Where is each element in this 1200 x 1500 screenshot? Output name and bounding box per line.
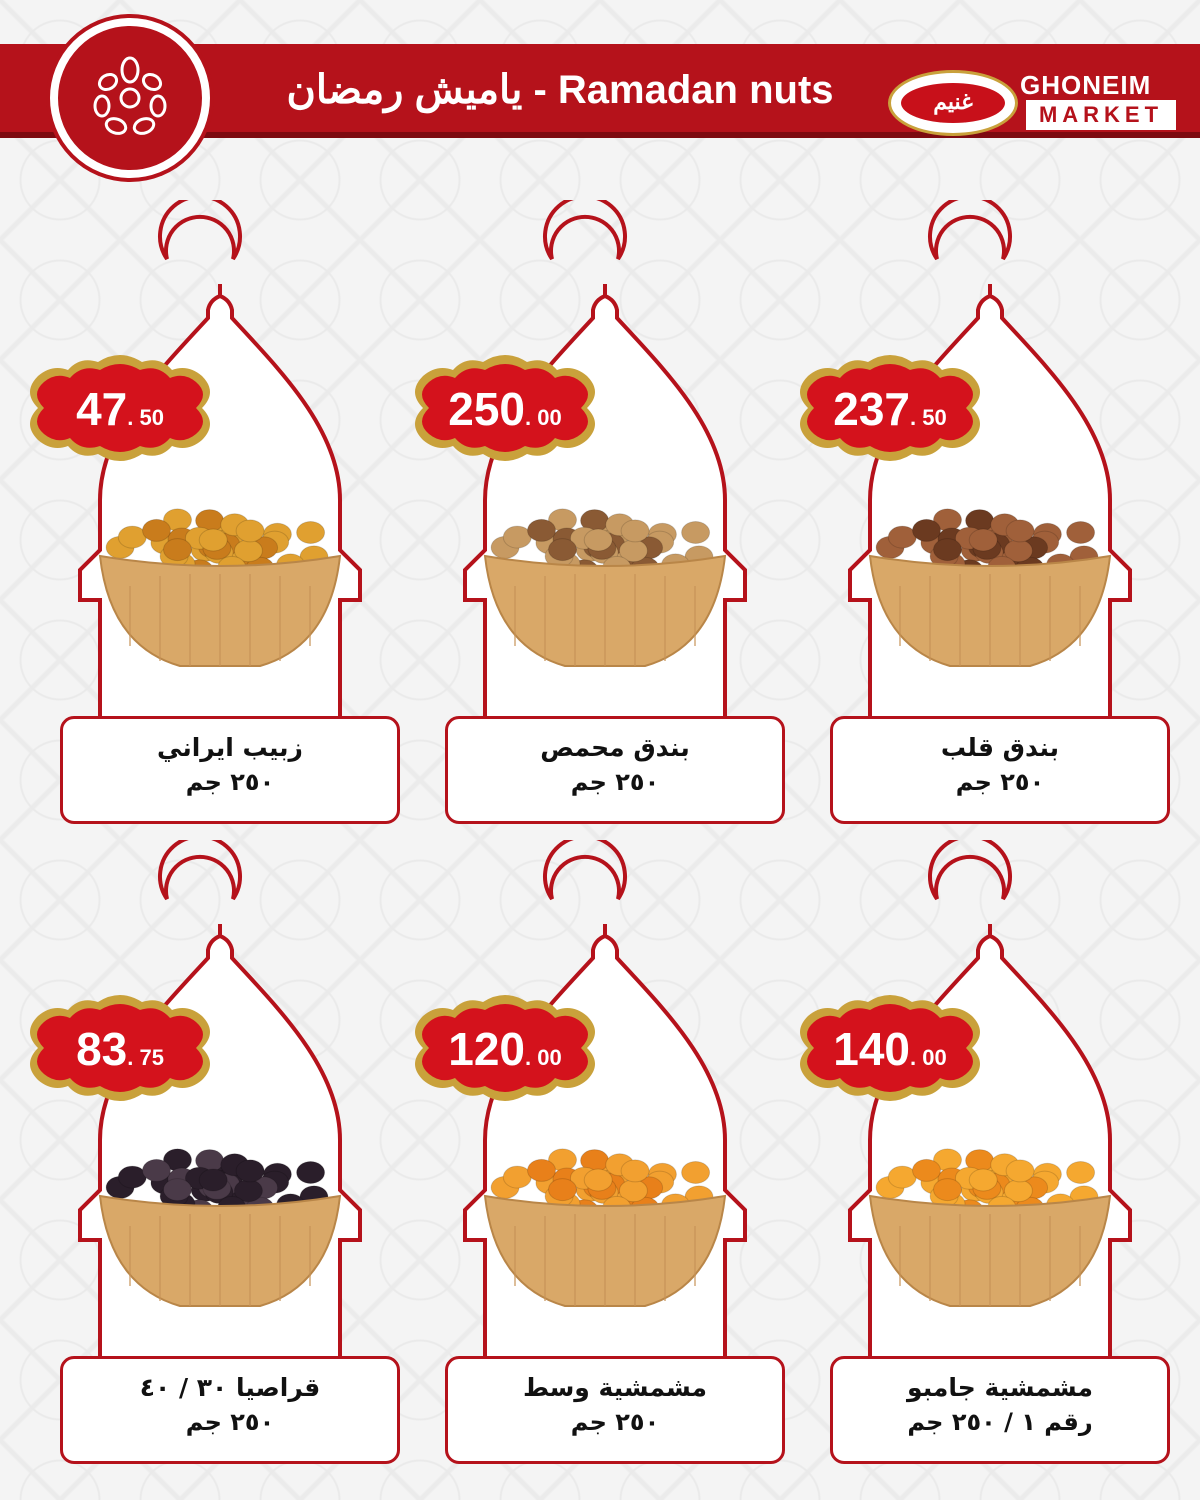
- product-label: [60, 1356, 400, 1464]
- product-name: زبيب ايراني: [157, 733, 303, 762]
- price-decimal: . 00: [910, 1045, 947, 1070]
- product-card-2[interactable]: [425, 200, 785, 830]
- apricot-bowl-image: [475, 1116, 735, 1320]
- price-text: [788, 382, 992, 436]
- product-label: [830, 716, 1170, 824]
- price-integer: 140: [833, 1023, 911, 1075]
- price-badge: [403, 352, 607, 464]
- price-text: [403, 382, 607, 436]
- price-decimal: . 50: [127, 405, 164, 430]
- page-title: ياميش رمضان - Ramadan nuts: [286, 68, 834, 112]
- product-card-3[interactable]: [810, 200, 1170, 830]
- product-name: مشمشية وسط: [522, 1373, 708, 1402]
- price-integer: 83: [76, 1023, 128, 1075]
- nuts-icon: [50, 18, 210, 178]
- raisins-bowl-image: [90, 476, 350, 680]
- product-name: مشمشية جامبو: [907, 1373, 1093, 1402]
- price-decimal: . 00: [525, 1045, 562, 1070]
- apricot-jumbo-bowl-image: [860, 1116, 1120, 1320]
- price-text: [18, 1022, 222, 1076]
- price-integer: 47: [76, 383, 128, 435]
- logo-sub: MARKET: [1026, 100, 1176, 130]
- product-weight: ٢٥٠ جم: [570, 768, 660, 796]
- product-weight: رقم ١ / ٢٥٠ جم: [907, 1408, 1093, 1436]
- logo-name: GHONEIM: [1020, 70, 1152, 100]
- logo-emblem: [888, 70, 1018, 136]
- product-card-6[interactable]: [810, 840, 1170, 1470]
- price-integer: 120: [448, 1023, 526, 1075]
- price-decimal: . 75: [127, 1045, 164, 1070]
- product-weight: ٢٥٠ جم: [955, 768, 1045, 796]
- product-name: بندق محمص: [540, 733, 690, 762]
- product-card-4[interactable]: [40, 840, 400, 1470]
- price-badge: [788, 992, 992, 1104]
- roasted-hazelnut-bowl-image: [475, 476, 735, 680]
- product-name: قراصيا ٣٠ / ٤٠: [139, 1373, 321, 1402]
- price-decimal: . 50: [910, 405, 947, 430]
- product-name: بندق قلب: [940, 733, 1060, 762]
- price-integer: 250: [448, 383, 526, 435]
- ghoneim-market-logo: [880, 64, 1180, 144]
- price-text: [788, 1022, 992, 1076]
- prunes-bowl-image: [90, 1116, 350, 1320]
- hazelnut-bowl-image: [860, 476, 1120, 680]
- logo-arabic: غنيم: [933, 89, 973, 115]
- product-label: [445, 1356, 785, 1464]
- price-text: [18, 382, 222, 436]
- price-badge: [403, 992, 607, 1104]
- product-label: [830, 1356, 1170, 1464]
- price-integer: 237: [833, 383, 911, 435]
- price-text: [403, 1022, 607, 1076]
- product-card-1[interactable]: [40, 200, 400, 830]
- price-decimal: . 00: [525, 405, 562, 430]
- product-label: [445, 716, 785, 824]
- price-badge: [18, 992, 222, 1104]
- product-weight: ٢٥٠ جم: [185, 1408, 275, 1436]
- product-label: [60, 716, 400, 824]
- product-card-5[interactable]: [425, 840, 785, 1470]
- price-badge: [18, 352, 222, 464]
- product-weight: ٢٥٠ جم: [185, 768, 275, 796]
- price-badge: [788, 352, 992, 464]
- product-weight: ٢٥٠ جم: [570, 1408, 660, 1436]
